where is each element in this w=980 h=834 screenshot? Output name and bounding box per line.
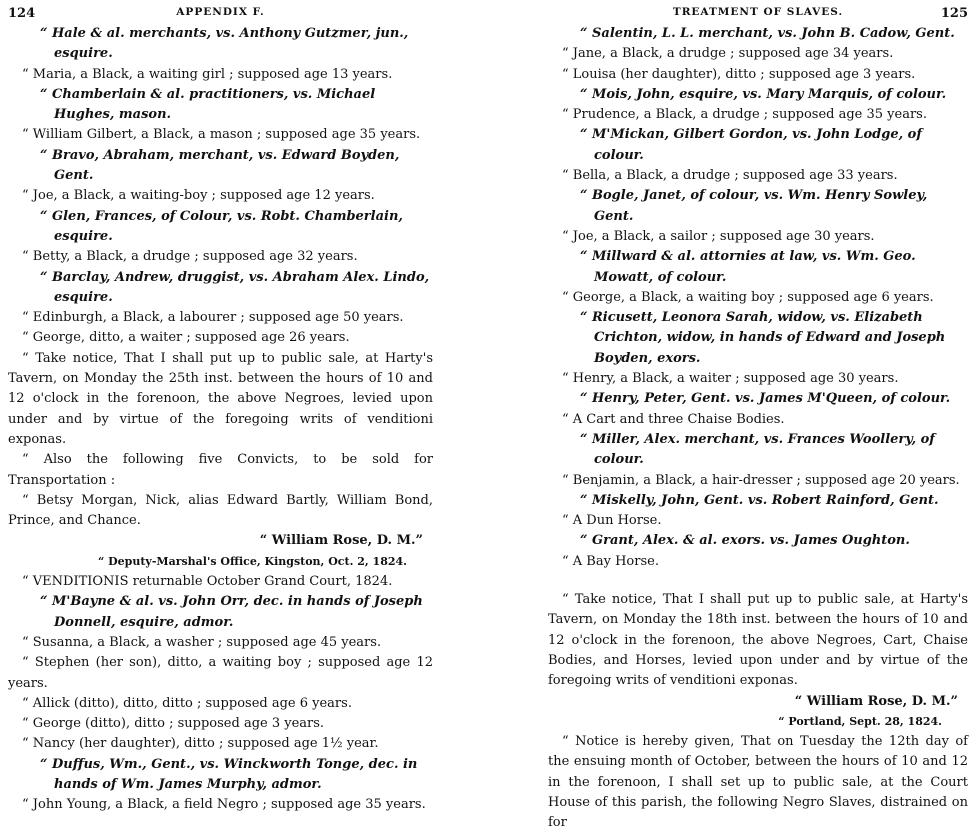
entry-line: “ William Gilbert, a Black, a mason ; supposed age 35 years. [22, 127, 421, 143]
case-line: “ Barclay, Andrew, druggist, vs. Abraham Alex. Lindo, esquire. [40, 269, 430, 305]
entry-line: “ Bella, a Black, a drudge ; supposed age 33 years. [562, 168, 898, 184]
entry-line: “ Prudence, a Black, a drudge ; supposed age 35 years. [562, 107, 927, 123]
entry-line: “ George, a Black, a waiting boy ; supposed age 6 years. [562, 289, 934, 305]
dateline: “ Deputy-Marshal's Office, Kingston, Oct. 2, 1824. [97, 554, 407, 568]
case-line: “ Chamberlain & al. practitioners, vs. Michael Hughes, mason. [40, 86, 376, 123]
entry-line: “ John Young, a Black, a field Negro ; supposed age 35 years. [22, 797, 426, 813]
entry-line: “ Maria, a Black, a waiting girl ; supposed age 13 years. [22, 66, 393, 82]
case-line: “ Miller, Alex. merchant, vs. Frances Woollery, of colour. [580, 431, 935, 468]
entry-line: “ Susanna, a Black, a washer ; supposed age 45 years. [22, 634, 382, 650]
entry-line: “ A Bay Horse. [562, 553, 659, 569]
case-line: “ Duffus, Wm., Gent., vs. Winckworth Tonge, dec. in hands of Wm. James Murphy, admor. [40, 756, 418, 792]
case-line: “ Bogle, Janet, of colour, vs. Wm. Henry Sowley, Gent. [580, 188, 928, 224]
entry-line: “ Nancy (her daughter), ditto ; supposed age 1½ year. [22, 736, 379, 752]
page-number: 125 [940, 6, 968, 21]
entry-line: “ Stephen (her son), ditto, a waiting boy ; supposed age 12 years. [8, 655, 433, 691]
entry-line: “ Edinburgh, a Black, a labourer ; supposed age 50 years. [22, 310, 404, 326]
left-page-header [8, 6, 433, 22]
case-line: “ Hale & al. merchants, vs. Anthony Gutzmer, jun., esquire. [40, 26, 409, 62]
case-line: “ Glen, Frances, of Colour, vs. Robt. Chamberlain, esquire. [40, 208, 403, 244]
notice-paragraph: “ Betsy Morgan, Nick, alias Edward Bartly, William Bond, Prince, and Chance. [8, 492, 433, 529]
signature: “ William Rose, D. M.” [259, 533, 423, 549]
entry-line: “ Benjamin, a Black, a hair-dresser ; supposed age 20 years. [562, 472, 960, 488]
case-line: “ Miskelly, John, Gent. vs. Robert Rainford, Gent. [580, 492, 939, 508]
signature: “ William Rose, D. M.” [794, 693, 958, 709]
case-line: “ Millward & al. attornies at law, vs. Wm. Geo. Mowatt, of colour. [580, 249, 916, 285]
notice-paragraph: “ Notice is hereby given, That on Tuesday the 12th day of the ensuing month of October, between the hours of 10 and 12 in the forenoon, I shall set up to public sale, at the Court House of this parish, the following Negro Slaves, distrained on for [548, 734, 968, 831]
entry-line: “ George (ditto), ditto ; supposed age 3 years. [22, 716, 325, 732]
case-line: “ M'Mickan, Gilbert Gordon, vs. John Lodge, of colour. [580, 127, 922, 163]
case-line: “ Henry, Peter, Gent. vs. James M'Queen, of colour. [580, 391, 951, 407]
right-page-body [548, 24, 968, 834]
entry-line: “ Henry, a Black, a waiter ; supposed age 30 years. [562, 371, 899, 387]
dateline: “ Portland, Sept. 28, 1824. [778, 714, 942, 728]
page-number: 124 [8, 6, 36, 21]
entry-line: “ George, ditto, a waiter ; supposed age 26 years. [22, 330, 350, 346]
entry-line: “ Joe, a Black, a waiting-boy ; supposed age 12 years. [22, 188, 375, 204]
entry-line: “ A Cart and three Chaise Bodies. [562, 411, 785, 427]
entry-line: “ Joe, a Black, a sailor ; supposed age 30 years. [562, 228, 875, 244]
entry-line: “ Allick (ditto), ditto, ditto ; supposed age 6 years. [22, 695, 352, 711]
case-line: “ Grant, Alex. & al. exors. vs. James Oughton. [580, 533, 910, 549]
case-line: “ Mois, John, esquire, vs. Mary Marquis, of colour. [580, 86, 947, 102]
entry-line: “ Betty, a Black, a drudge ; supposed age 32 years. [22, 249, 358, 265]
notice-paragraph: “ Also the following five Convicts, to be sold for Transportation : [8, 452, 433, 488]
running-head: APPENDIX F. [176, 6, 265, 18]
section-heading: “ VENDITIONIS returnable October Grand Court, 1824. [22, 574, 393, 590]
right-page-header [548, 6, 968, 22]
entry-line: “ Jane, a Black, a drudge ; supposed age 34 years. [562, 46, 894, 62]
left-page-body [8, 24, 433, 816]
case-line: “ Ricusett, Leonora Sarah, widow, vs. Elizabeth Crichton, widow, in hands of Edward and Joseph Boyden, exors. [580, 310, 946, 366]
case-line: “ Bravo, Abraham, merchant, vs. Edward Boyden, Gent. [40, 147, 400, 184]
entry-line: “ A Dun Horse. [562, 513, 662, 529]
case-line: “ Salentin, L. L. merchant, vs. John B. Cadow, Gent. [580, 26, 955, 41]
spacer [548, 572, 968, 590]
right-page [548, 0, 968, 831]
notice-paragraph: “ Take notice, That I shall put up to public sale, at Harty's Tavern, on Monday the 25th inst. between the hours of 10 and 12 o'clock in the forenoon, the above Negroes, levied upon under and by virtue of the foregoing writs of venditioni exponas. [8, 350, 433, 447]
notice-paragraph: “ Take notice, That I shall put up to public sale, at Harty's Tavern, on Monday the 18th inst. between the hours of 10 and 12 o'clock in the forenoon, the above Negroes, Cart, Chaise Bodies, and Horses, levied upon under and by virtue of the foregoing writs of venditioni exponas. [548, 592, 968, 689]
left-page [8, 0, 433, 813]
case-line: “ M'Bayne & al. vs. John Orr, dec. in hands of Joseph Donnell, esquire, admor. [40, 594, 423, 630]
entry-line: “ Louisa (her daughter), ditto ; supposed age 3 years. [562, 66, 916, 82]
running-head: TREATMENT OF SLAVES. [672, 6, 844, 18]
